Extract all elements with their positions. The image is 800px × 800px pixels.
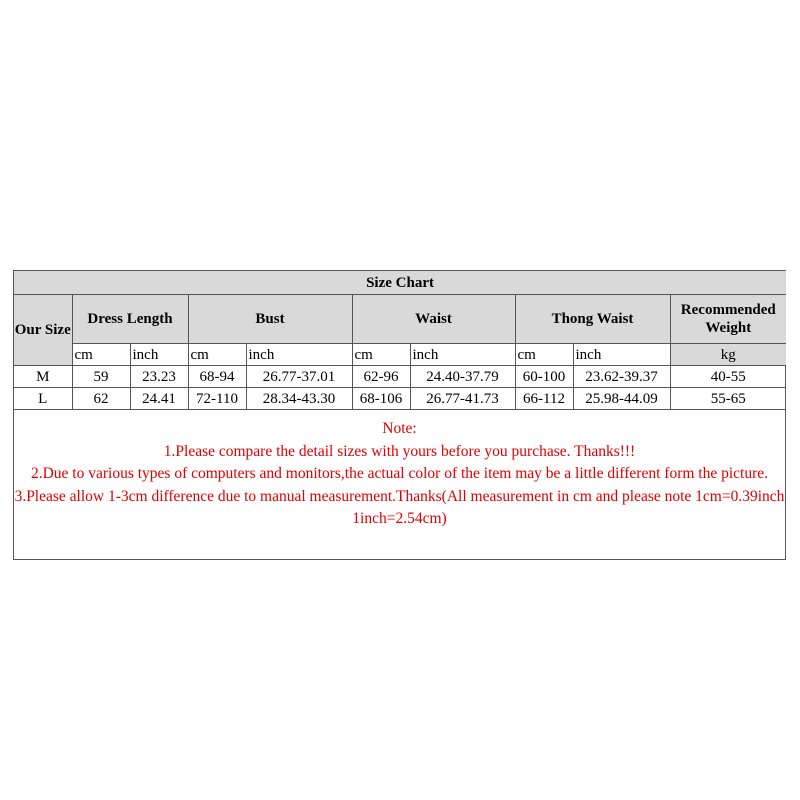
unit-dress-length-cm: cm — [72, 344, 130, 366]
cell-dress-length-cm: 59 — [72, 366, 130, 388]
cell-thong-waist-cm: 60-100 — [515, 366, 573, 388]
cell-size: L — [14, 388, 72, 410]
note-line-3: 3.Please allow 1-3cm difference due to manual measurement.Thanks(All measurement in cm and please note 1cm=0.39inch 1inch=2.54cm) — [14, 487, 785, 527]
cell-weight-kg: 40-55 — [670, 366, 786, 388]
chart-title: Size Chart — [14, 271, 786, 295]
cell-thong-waist-inch: 25.98-44.09 — [573, 388, 670, 410]
cell-waist-cm: 68-106 — [352, 388, 410, 410]
header-waist: Waist — [352, 295, 515, 344]
unit-waist-inch: inch — [410, 344, 515, 366]
size-table — [14, 271, 786, 410]
cell-weight-kg: 55-65 — [670, 388, 786, 410]
unit-bust-inch: inch — [246, 344, 352, 366]
unit-weight-kg: kg — [670, 344, 786, 366]
size-chart — [13, 270, 786, 560]
header-thong-waist: Thong Waist — [515, 295, 670, 344]
cell-bust-inch: 28.34-43.30 — [246, 388, 352, 410]
cell-dress-length-inch: 23.23 — [130, 366, 188, 388]
header-our-size: Our Size — [14, 295, 72, 366]
cell-bust-cm: 72-110 — [188, 388, 246, 410]
cell-bust-inch: 26.77-37.01 — [246, 366, 352, 388]
note-heading: Note: — [382, 420, 417, 437]
cell-size: M — [14, 366, 72, 388]
table-row — [14, 366, 786, 388]
notes-section — [14, 410, 785, 531]
unit-thong-waist-inch: inch — [573, 344, 670, 366]
header-recommended-weight: Recommended Weight — [670, 295, 786, 344]
unit-waist-cm: cm — [352, 344, 410, 366]
table-row — [14, 388, 786, 410]
cell-waist-inch: 24.40-37.79 — [410, 366, 515, 388]
unit-dress-length-inch: inch — [130, 344, 188, 366]
cell-bust-cm: 68-94 — [188, 366, 246, 388]
title-row — [14, 271, 786, 295]
header-bust: Bust — [188, 295, 352, 344]
unit-bust-cm: cm — [188, 344, 246, 366]
cell-waist-cm: 62-96 — [352, 366, 410, 388]
cell-dress-length-inch: 24.41 — [130, 388, 188, 410]
header-dress-length: Dress Length — [72, 295, 188, 344]
note-line-2: 2.Due to various types of computers and monitors,the actual color of the item may be a little different form the picture. — [30, 465, 769, 482]
unit-thong-waist-cm: cm — [515, 344, 573, 366]
cell-waist-inch: 26.77-41.73 — [410, 388, 515, 410]
header-row — [14, 295, 786, 344]
cell-thong-waist-inch: 23.62-39.37 — [573, 366, 670, 388]
cell-thong-waist-cm: 66-112 — [515, 388, 573, 410]
note-line-1: 1.Please compare the detail sizes with yours before you purchase. Thanks!!! — [163, 442, 636, 460]
cell-dress-length-cm: 62 — [72, 388, 130, 410]
unit-row — [14, 344, 786, 366]
